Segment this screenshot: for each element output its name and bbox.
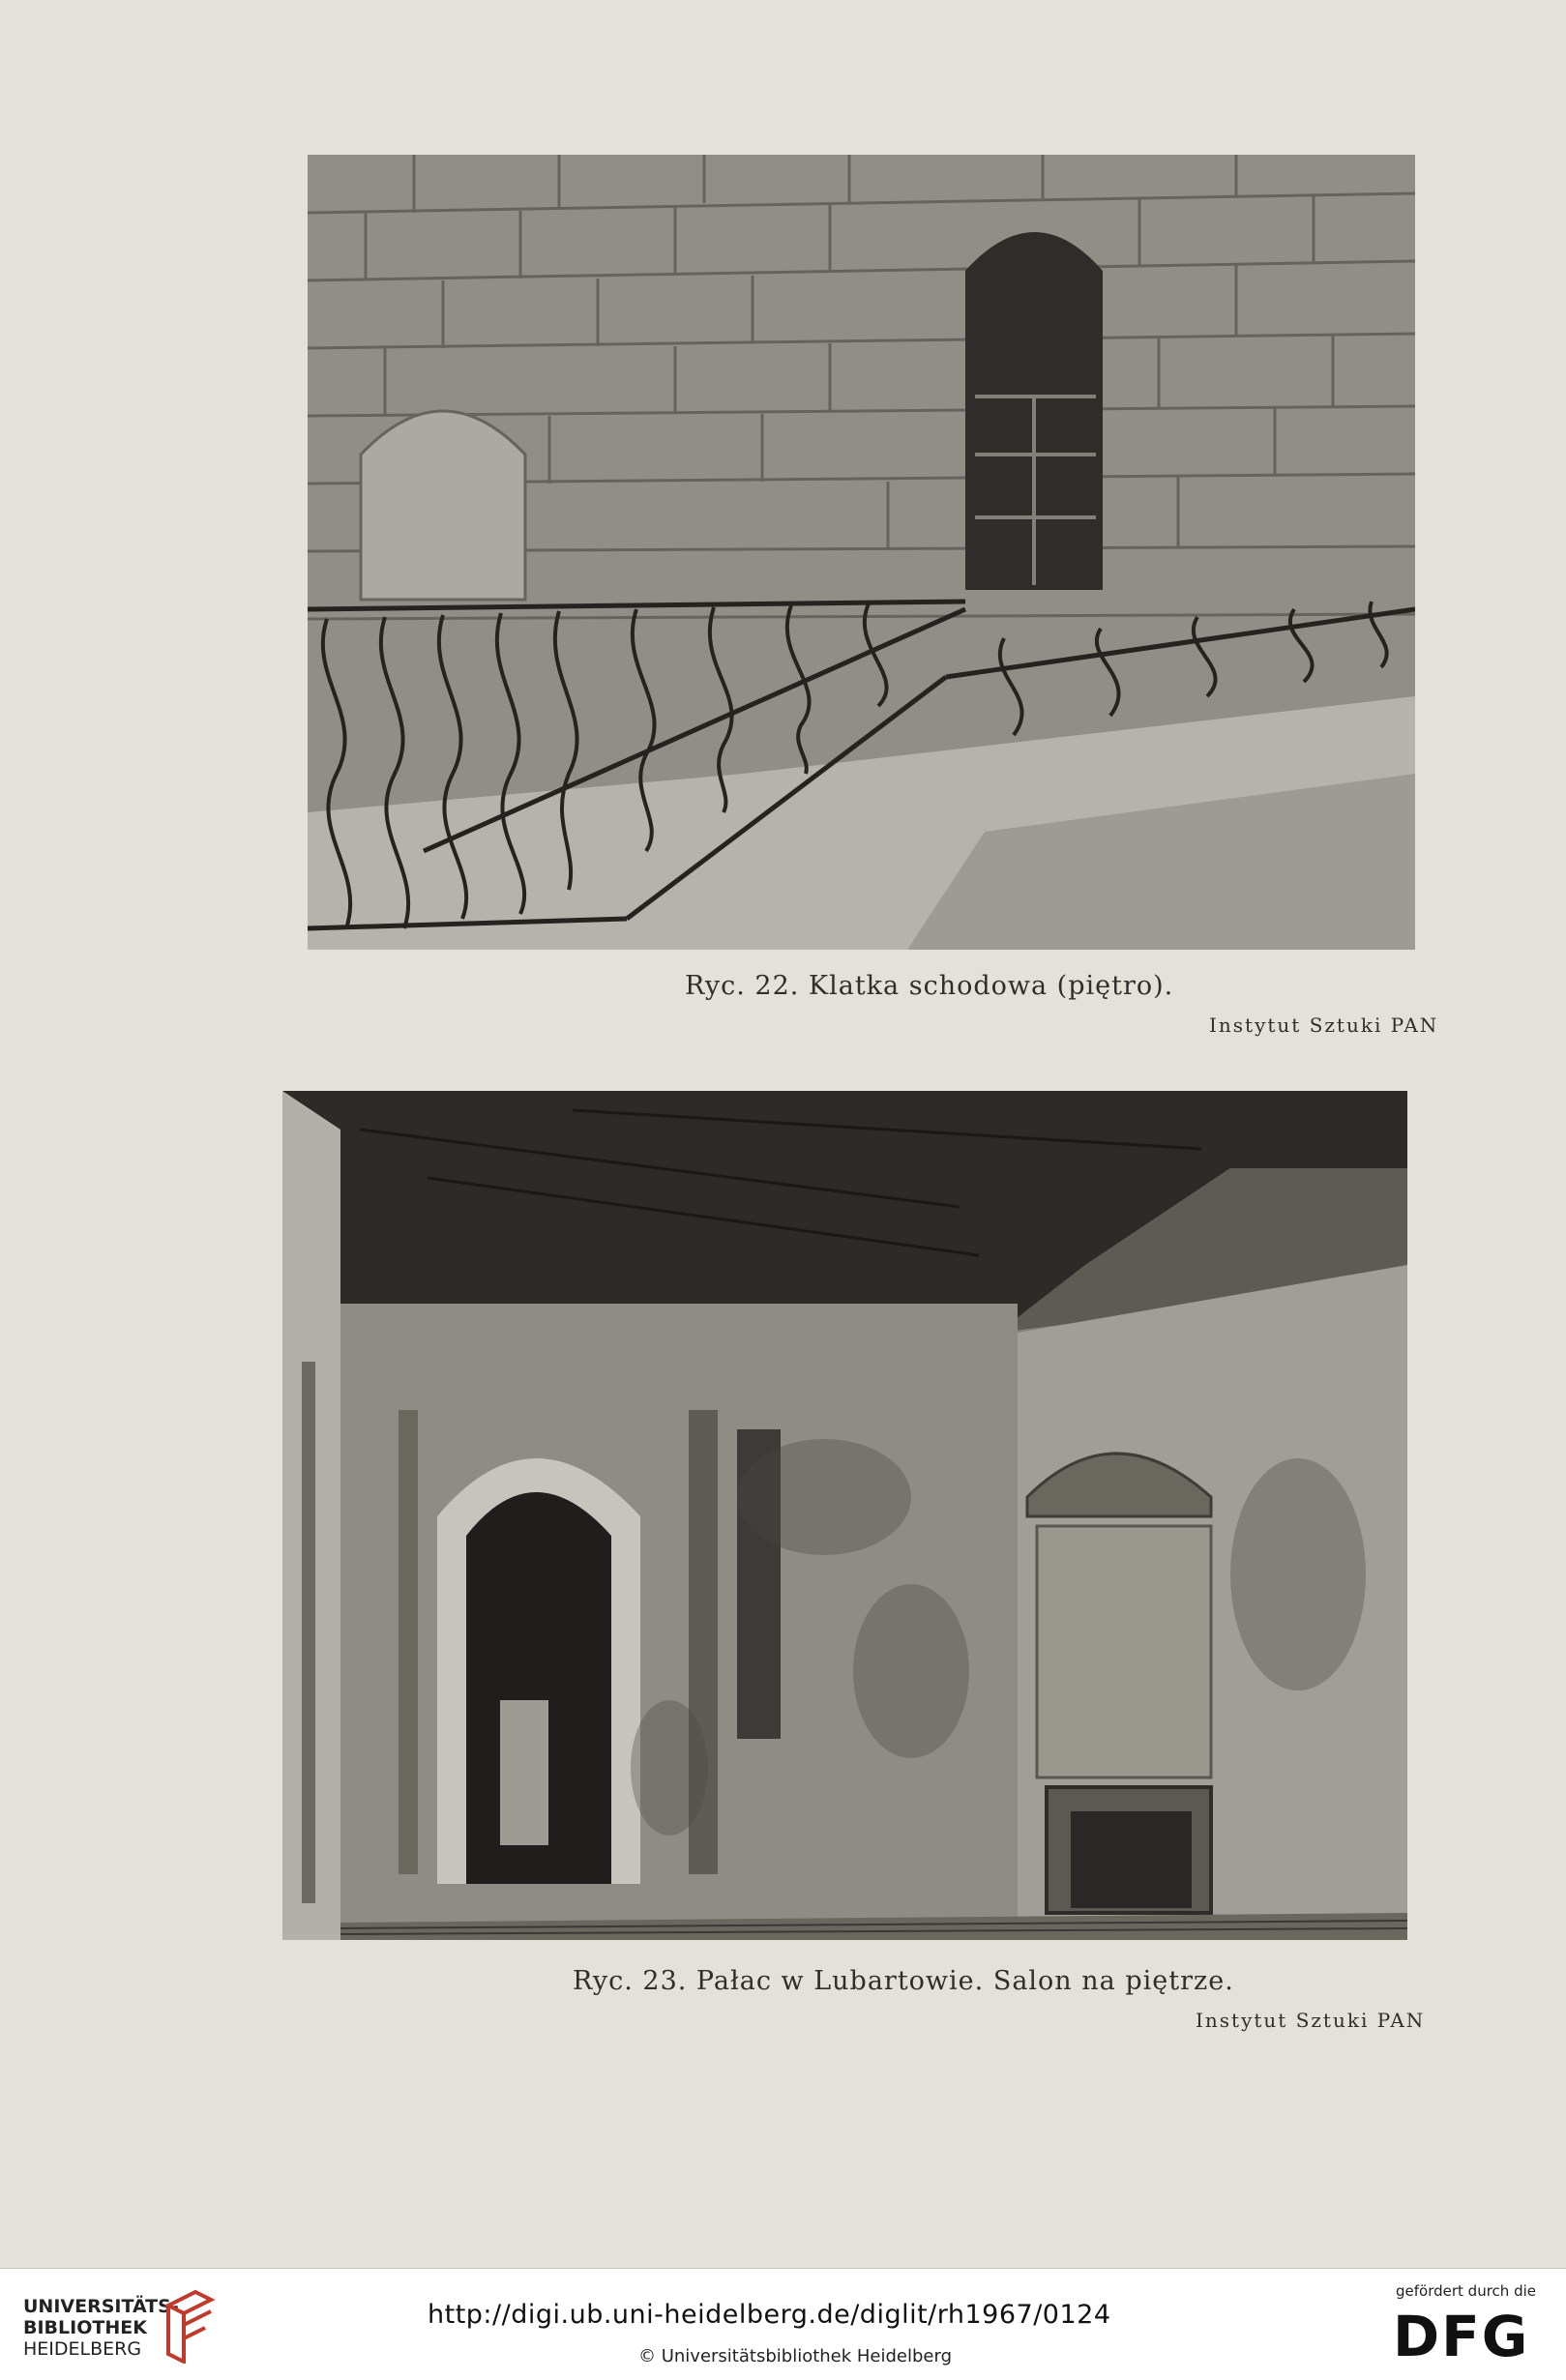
staircase-photo	[308, 155, 1415, 950]
figure-caption: Ryc. 22. Klatka schodowa (piętro).	[685, 971, 1174, 1001]
figure-caption: Ryc. 23. Pałac w Lubartowie. Salon na piętrze.	[573, 1966, 1234, 1996]
footer-bar	[0, 2268, 1566, 2380]
library-name-line2: BIBLIOTHEK	[23, 2317, 147, 2338]
library-emblem-icon	[163, 2286, 217, 2364]
dfg-logo: DFG	[1393, 2304, 1530, 2369]
salon-photo	[282, 1091, 1407, 1940]
figure-credit: Instytut Sztuki PAN	[1209, 1014, 1439, 1037]
copyright-notice: © Universitätsbibliothek Heidelberg	[638, 2346, 953, 2366]
funder-note: gefördert durch die	[1396, 2282, 1536, 2300]
library-name-line3: HEIDELBERG	[23, 2338, 142, 2360]
figure-credit: Instytut Sztuki PAN	[1196, 2009, 1426, 2032]
library-name-line1: UNIVERSITÄTS-	[23, 2296, 179, 2317]
permalink-url[interactable]: http://digi.ub.uni-heidelberg.de/diglit/rh1967/0124	[428, 2300, 1111, 2330]
library-logo-text	[23, 2296, 179, 2360]
